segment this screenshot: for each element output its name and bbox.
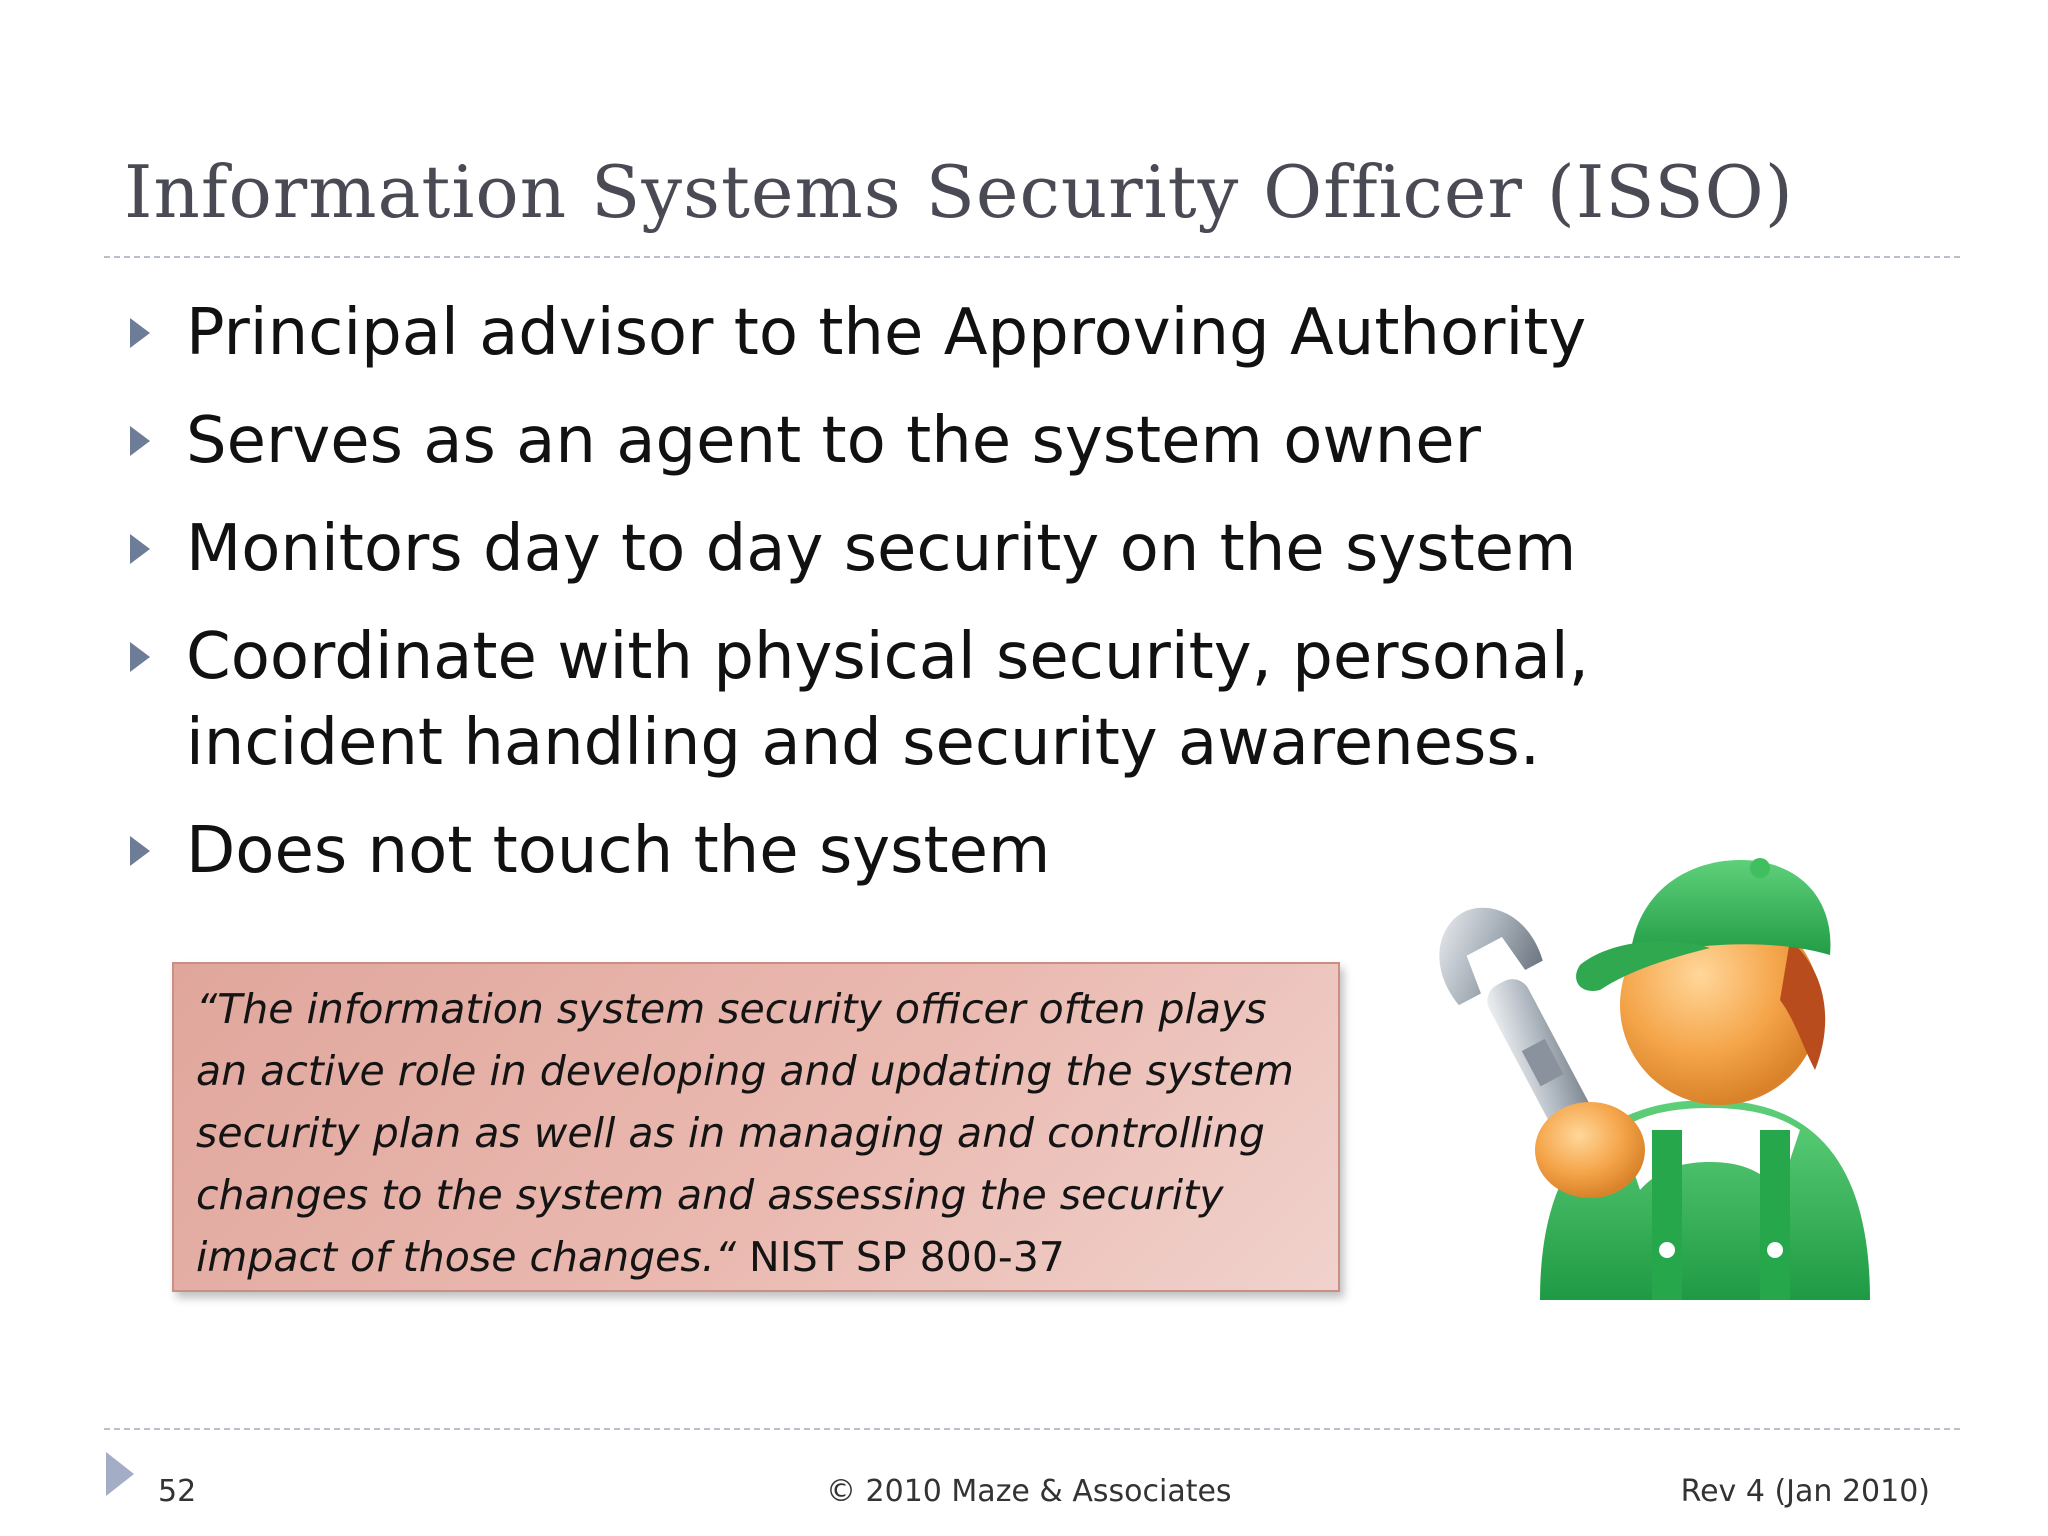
bullet-text: Does not touch the system (186, 814, 1051, 888)
footer-revision: Rev 4 (Jan 2010) (1680, 1474, 1930, 1509)
quote-text: “The information system security officer often plays an active role in developing and updating the system security plan as well as in managing and controlling changes to the system and assessing the security impact of those changes.“ (196, 985, 1294, 1281)
slide-title: Information Systems Security Officer (ISSO) (124, 150, 1794, 234)
play-arrow-icon (106, 1452, 134, 1496)
footer-divider (104, 1428, 1960, 1430)
triangle-bullet-icon (130, 318, 150, 348)
triangle-bullet-icon (130, 642, 150, 672)
triangle-bullet-icon (130, 426, 150, 456)
bullet-text: Principal advisor to the Approving Authority (186, 296, 1587, 370)
bullet-item (124, 290, 1824, 376)
bullet-item (124, 614, 1824, 786)
triangle-bullet-icon (130, 534, 150, 564)
triangle-bullet-icon (130, 836, 150, 866)
bullet-text: Monitors day to day security on the system (186, 512, 1577, 586)
bullet-text: Serves as an agent to the system owner (186, 404, 1481, 478)
quote-source: NIST SP 800-37 (749, 1233, 1065, 1281)
footer-copyright: © 2010 Maze & Associates (826, 1474, 1232, 1509)
bullet-item (124, 506, 1824, 592)
mechanic-with-wrench-icon (1430, 830, 1900, 1310)
bullet-text: Coordinate with physical security, personal, incident handling and security awareness. (186, 620, 1589, 780)
title-divider (104, 256, 1960, 258)
bullet-item (124, 398, 1824, 484)
bullet-list (124, 290, 1824, 916)
page-number: 52 (158, 1474, 197, 1509)
quote-box (172, 962, 1340, 1292)
